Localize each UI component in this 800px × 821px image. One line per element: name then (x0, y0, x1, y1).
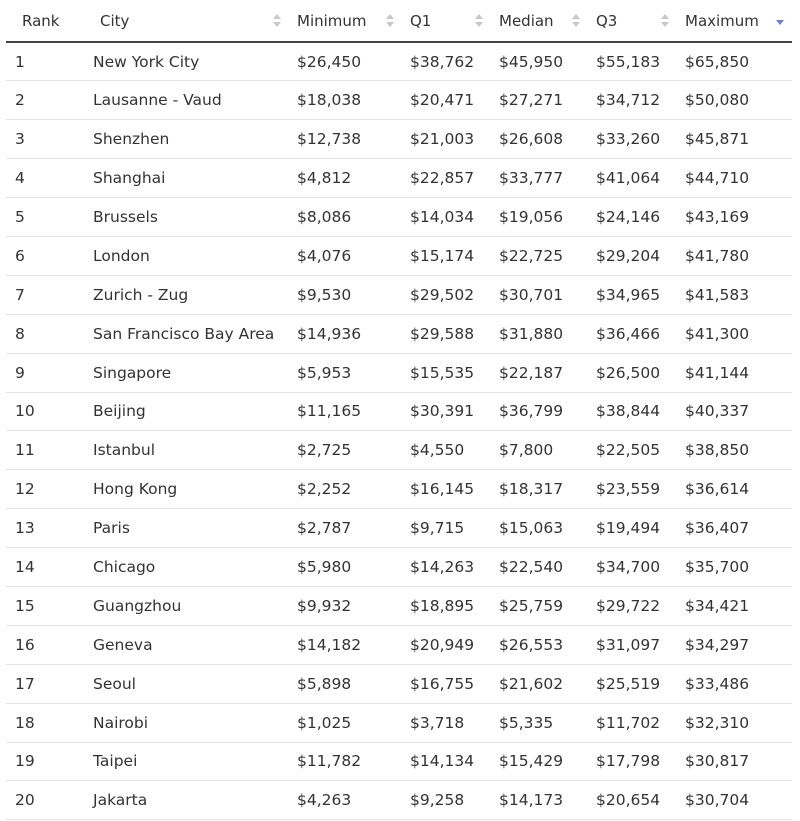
salary-table (6, 0, 792, 820)
minimum-cell: $2,252 (289, 470, 402, 509)
city-cell: Hong Kong (93, 470, 289, 509)
median-cell: $7,800 (491, 431, 588, 470)
minimum-cell: $2,787 (289, 509, 402, 548)
table-row (6, 509, 792, 548)
column-header-rank (6, 0, 93, 42)
q3-cell: $36,466 (588, 314, 677, 353)
rank-cell: 18 (6, 703, 93, 742)
rank-cell: 9 (6, 353, 93, 392)
q1-cell: $3,718 (402, 703, 491, 742)
table-row (6, 42, 792, 81)
maximum-cell: $34,421 (677, 586, 792, 625)
q3-cell: $34,700 (588, 548, 677, 587)
column-header-q1[interactable] (402, 0, 491, 42)
rank-cell: 6 (6, 236, 93, 275)
table-row (6, 742, 792, 781)
table-row (6, 664, 792, 703)
q3-cell: $11,702 (588, 703, 677, 742)
median-cell: $25,759 (491, 586, 588, 625)
q1-cell: $20,949 (402, 625, 491, 664)
q1-cell: $29,502 (402, 275, 491, 314)
rank-cell: 4 (6, 159, 93, 198)
q3-cell: $25,519 (588, 664, 677, 703)
sort-descending-icon[interactable] (776, 12, 784, 30)
q3-cell: $34,712 (588, 81, 677, 120)
q1-cell: $14,034 (402, 198, 491, 237)
minimum-cell: $11,165 (289, 392, 402, 431)
minimum-cell: $26,450 (289, 42, 402, 81)
maximum-cell: $38,850 (677, 431, 792, 470)
median-cell: $36,799 (491, 392, 588, 431)
median-cell: $26,608 (491, 120, 588, 159)
city-cell: Chicago (93, 548, 289, 587)
q1-cell: $16,755 (402, 664, 491, 703)
minimum-cell: $14,936 (289, 314, 402, 353)
table-row (6, 159, 792, 198)
city-cell: Geneva (93, 625, 289, 664)
sort-both-icon[interactable] (386, 12, 394, 30)
q1-cell: $16,145 (402, 470, 491, 509)
maximum-cell: $36,407 (677, 509, 792, 548)
table-row (6, 314, 792, 353)
maximum-cell: $35,700 (677, 548, 792, 587)
q3-cell: $22,505 (588, 431, 677, 470)
rank-cell: 12 (6, 470, 93, 509)
maximum-cell: $45,871 (677, 120, 792, 159)
column-header-q1-label: Q1 (410, 11, 432, 30)
table-row (6, 81, 792, 120)
rank-cell: 15 (6, 586, 93, 625)
median-cell: $22,725 (491, 236, 588, 275)
q1-cell: $14,263 (402, 548, 491, 587)
rank-cell: 8 (6, 314, 93, 353)
median-cell: $21,602 (491, 664, 588, 703)
rank-cell: 20 (6, 781, 93, 820)
table-row (6, 703, 792, 742)
q3-cell: $19,494 (588, 509, 677, 548)
median-cell: $15,429 (491, 742, 588, 781)
rank-cell: 3 (6, 120, 93, 159)
q1-cell: $22,857 (402, 159, 491, 198)
table-row (6, 392, 792, 431)
minimum-cell: $9,530 (289, 275, 402, 314)
rank-cell: 13 (6, 509, 93, 548)
maximum-cell: $41,144 (677, 353, 792, 392)
table-header (6, 0, 792, 42)
maximum-cell: $41,583 (677, 275, 792, 314)
q3-cell: $24,146 (588, 198, 677, 237)
q1-cell: $15,174 (402, 236, 491, 275)
column-header-city[interactable] (93, 0, 289, 42)
column-header-rank-label: Rank (22, 11, 60, 30)
maximum-cell: $30,817 (677, 742, 792, 781)
q3-cell: $26,500 (588, 353, 677, 392)
minimum-cell: $11,782 (289, 742, 402, 781)
rank-cell: 16 (6, 625, 93, 664)
city-cell: Beijing (93, 392, 289, 431)
salary-table-container (6, 0, 792, 820)
q1-cell: $30,391 (402, 392, 491, 431)
rank-cell: 1 (6, 42, 93, 81)
city-cell: London (93, 236, 289, 275)
median-cell: $26,553 (491, 625, 588, 664)
table-row (6, 198, 792, 237)
minimum-cell: $9,932 (289, 586, 402, 625)
q3-cell: $31,097 (588, 625, 677, 664)
maximum-cell: $34,297 (677, 625, 792, 664)
q1-cell: $15,535 (402, 353, 491, 392)
q1-cell: $29,588 (402, 314, 491, 353)
minimum-cell: $4,076 (289, 236, 402, 275)
maximum-cell: $50,080 (677, 81, 792, 120)
minimum-cell: $2,725 (289, 431, 402, 470)
city-cell: Lausanne - Vaud (93, 81, 289, 120)
column-header-minimum[interactable] (289, 0, 402, 42)
city-cell: Shenzhen (93, 120, 289, 159)
minimum-cell: $8,086 (289, 198, 402, 237)
q1-cell: $9,715 (402, 509, 491, 548)
city-cell: Jakarta (93, 781, 289, 820)
rank-cell: 11 (6, 431, 93, 470)
city-cell: Shanghai (93, 159, 289, 198)
rank-cell: 19 (6, 742, 93, 781)
city-cell: Nairobi (93, 703, 289, 742)
maximum-cell: $41,300 (677, 314, 792, 353)
minimum-cell: $12,738 (289, 120, 402, 159)
minimum-cell: $18,038 (289, 81, 402, 120)
q1-cell: $21,003 (402, 120, 491, 159)
median-cell: $5,335 (491, 703, 588, 742)
city-cell: San Francisco Bay Area (93, 314, 289, 353)
maximum-cell: $32,310 (677, 703, 792, 742)
median-cell: $27,271 (491, 81, 588, 120)
maximum-cell: $33,486 (677, 664, 792, 703)
maximum-cell: $65,850 (677, 42, 792, 81)
minimum-cell: $4,812 (289, 159, 402, 198)
q1-cell: $38,762 (402, 42, 491, 81)
median-cell: $22,187 (491, 353, 588, 392)
maximum-cell: $43,169 (677, 198, 792, 237)
table-row (6, 120, 792, 159)
column-header-maximum[interactable] (677, 0, 792, 42)
q3-cell: $29,722 (588, 586, 677, 625)
city-cell: Zurich - Zug (93, 275, 289, 314)
minimum-cell: $1,025 (289, 703, 402, 742)
table-row (6, 548, 792, 587)
median-cell: $15,063 (491, 509, 588, 548)
column-header-maximum-label: Maximum (685, 11, 759, 30)
city-cell: Singapore (93, 353, 289, 392)
q1-cell: $14,134 (402, 742, 491, 781)
table-row (6, 431, 792, 470)
table-body (6, 42, 792, 820)
rank-cell: 7 (6, 275, 93, 314)
median-cell: $14,173 (491, 781, 588, 820)
sort-both-icon[interactable] (273, 12, 281, 30)
median-cell: $30,701 (491, 275, 588, 314)
q3-cell: $55,183 (588, 42, 677, 81)
q3-cell: $23,559 (588, 470, 677, 509)
q3-cell: $41,064 (588, 159, 677, 198)
median-cell: $45,950 (491, 42, 588, 81)
q3-cell: $29,204 (588, 236, 677, 275)
sort-both-icon[interactable] (475, 12, 483, 30)
median-cell: $33,777 (491, 159, 588, 198)
table-row (6, 625, 792, 664)
column-header-median-label: Median (499, 11, 554, 30)
q1-cell: $4,550 (402, 431, 491, 470)
maximum-cell: $36,614 (677, 470, 792, 509)
table-row (6, 586, 792, 625)
column-header-q3[interactable] (588, 0, 677, 42)
q1-cell: $18,895 (402, 586, 491, 625)
minimum-cell: $14,182 (289, 625, 402, 664)
maximum-cell: $41,780 (677, 236, 792, 275)
city-cell: Seoul (93, 664, 289, 703)
minimum-cell: $5,980 (289, 548, 402, 587)
column-header-q3-label: Q3 (596, 11, 618, 30)
rank-cell: 17 (6, 664, 93, 703)
city-cell: Istanbul (93, 431, 289, 470)
minimum-cell: $4,263 (289, 781, 402, 820)
city-cell: Taipei (93, 742, 289, 781)
q3-cell: $17,798 (588, 742, 677, 781)
q1-cell: $20,471 (402, 81, 491, 120)
header-row (6, 0, 792, 42)
rank-cell: 2 (6, 81, 93, 120)
column-header-median[interactable] (491, 0, 588, 42)
city-cell: New York City (93, 42, 289, 81)
median-cell: $31,880 (491, 314, 588, 353)
maximum-cell: $40,337 (677, 392, 792, 431)
rank-cell: 10 (6, 392, 93, 431)
column-header-city-label: City (100, 11, 130, 30)
city-cell: Guangzhou (93, 586, 289, 625)
q3-cell: $38,844 (588, 392, 677, 431)
column-header-minimum-label: Minimum (297, 11, 367, 30)
city-cell: Brussels (93, 198, 289, 237)
table-row (6, 353, 792, 392)
median-cell: $18,317 (491, 470, 588, 509)
median-cell: $19,056 (491, 198, 588, 237)
minimum-cell: $5,953 (289, 353, 402, 392)
table-row (6, 781, 792, 820)
q1-cell: $9,258 (402, 781, 491, 820)
q3-cell: $34,965 (588, 275, 677, 314)
median-cell: $22,540 (491, 548, 588, 587)
q3-cell: $20,654 (588, 781, 677, 820)
rank-cell: 14 (6, 548, 93, 587)
sort-both-icon[interactable] (572, 12, 580, 30)
table-row (6, 236, 792, 275)
city-cell: Paris (93, 509, 289, 548)
table-row (6, 275, 792, 314)
sort-both-icon[interactable] (661, 12, 669, 30)
maximum-cell: $44,710 (677, 159, 792, 198)
q3-cell: $33,260 (588, 120, 677, 159)
table-row (6, 470, 792, 509)
rank-cell: 5 (6, 198, 93, 237)
maximum-cell: $30,704 (677, 781, 792, 820)
minimum-cell: $5,898 (289, 664, 402, 703)
